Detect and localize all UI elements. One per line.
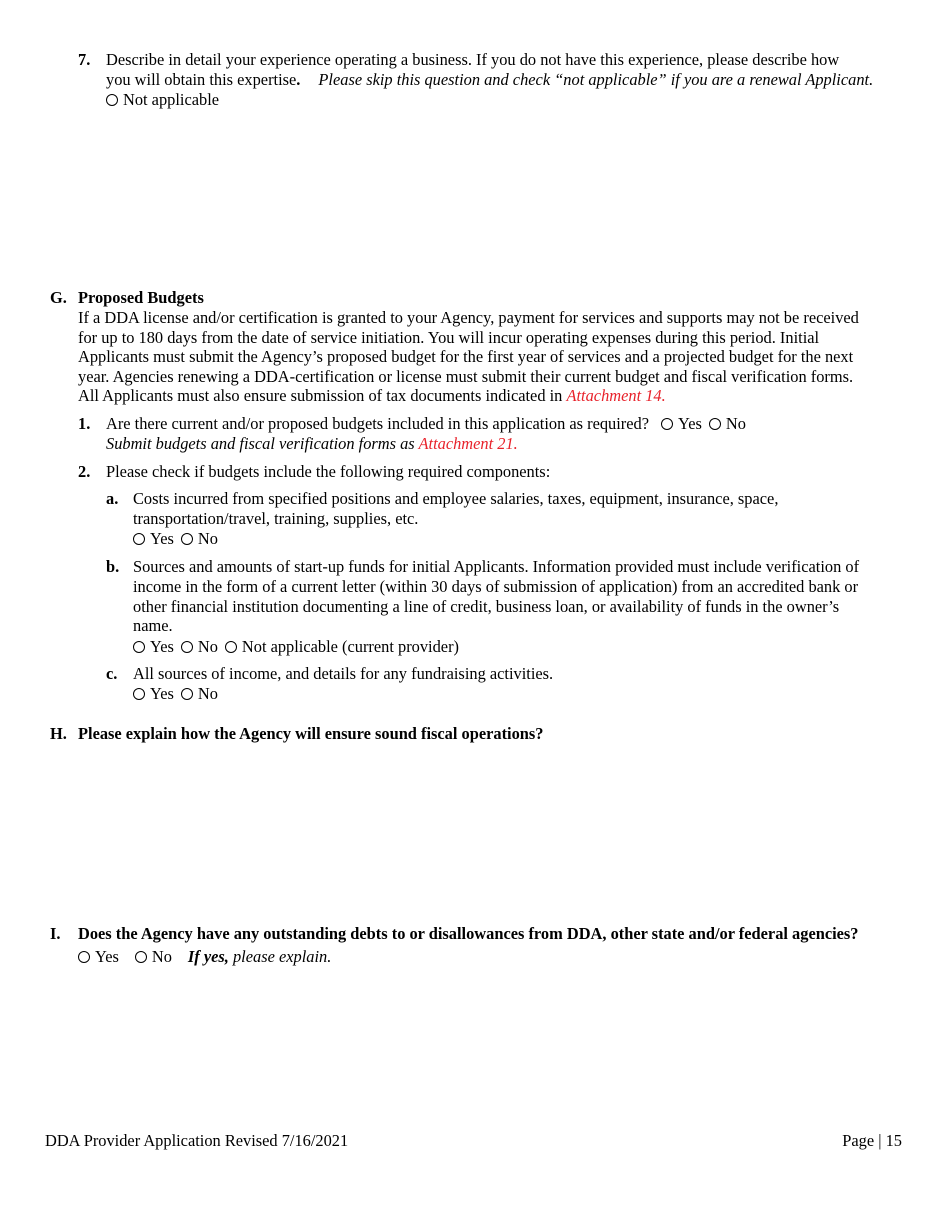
g-q2b-no-option[interactable]: [181, 637, 218, 657]
g-q2b-text-line: name.: [133, 616, 173, 635]
g-q2b-na-option[interactable]: [225, 637, 459, 657]
footer-page-number: Page | 15: [842, 1131, 902, 1150]
section-g-letter: G.: [50, 288, 67, 307]
g-q2b-text-line: other financial institution documenting a line of credit, business loan, or availability of funds in the owner’s: [133, 597, 840, 616]
g-q2-text: Please check if budgets include the following required components:: [106, 462, 551, 481]
g-q2b-yes-radio[interactable]: [133, 641, 145, 653]
g-q2a-yes-option[interactable]: [133, 529, 174, 549]
section-h-letter: H.: [50, 724, 67, 743]
g-q2c-letter: c.: [106, 664, 118, 683]
g-q2c-yes-option[interactable]: [133, 684, 174, 704]
section-i-letter: I.: [50, 924, 61, 943]
q7-answer-area[interactable]: [78, 115, 902, 280]
q7-text-b: you will obtain this expertise: [106, 70, 297, 89]
section-g-para-line: for up to 180 days from the date of service initiation. You will incur operating expenses during this period. Initial: [78, 328, 820, 347]
section-g-para-line: Applicants must submit the Agency’s proposed budget for the first year of services and a projected budget for the next: [78, 347, 854, 366]
g-q2b-na-label: Not applicable (current provider): [241, 637, 459, 656]
g-q2a-no-label: No: [197, 529, 218, 548]
section-h-answer-area[interactable]: [78, 750, 902, 915]
g-q2c-text: All sources of income, and details for any fundraising activities.: [133, 664, 554, 683]
g-q2c-no-label: No: [197, 684, 218, 703]
g-q2c-yes-radio[interactable]: [133, 688, 145, 700]
q7-instruction: Please skip this question and check “not applicable” if you are a renewal Applicant.: [318, 70, 874, 89]
g-q1-no-option[interactable]: [709, 414, 746, 434]
g-q1-yes-option[interactable]: [661, 414, 702, 434]
section-i-explain: please explain.: [232, 947, 332, 966]
section-i-yes-option[interactable]: [78, 947, 119, 967]
section-i-answer-area[interactable]: [78, 975, 902, 1115]
g-q2b-letter: b.: [106, 557, 120, 576]
g-q2c-yes-label: Yes: [150, 684, 174, 703]
q7-text-line2: [106, 70, 873, 90]
section-g-para-line: year. Agencies renewing a DDA-certification or license must submit their current budget and fiscal verification forms.: [78, 367, 854, 386]
section-i-yes-radio[interactable]: [78, 951, 90, 963]
g-q2a-text-line: Costs incurred from specified positions and employee salaries, taxes, equipment, insurance, space,: [133, 489, 779, 508]
g-q2c-options: [133, 684, 225, 704]
g-q1-submit-line: [106, 434, 518, 454]
g-q2b-na-radio[interactable]: [225, 641, 237, 653]
g-q2b-no-radio[interactable]: [181, 641, 193, 653]
g-q2a-letter: a.: [106, 489, 119, 508]
q7-text-line1: Describe in detail your experience operating a business. If you do not have this experience, please describe how: [106, 50, 840, 69]
g-q1-number: 1.: [78, 414, 91, 433]
g-q2b-text-line: income in the form of a current letter (within 30 days of submission of application) from an accredited bank or: [133, 577, 859, 596]
g-q2b-options: [133, 637, 466, 657]
g-q2-number: 2.: [78, 462, 91, 481]
q7-option-na[interactable]: [106, 90, 219, 110]
section-i-no-radio[interactable]: [135, 951, 147, 963]
section-i-no-option[interactable]: [135, 947, 172, 967]
section-h-question: Please explain how the Agency will ensure sound fiscal operations?: [78, 724, 544, 743]
section-i-question: Does the Agency have any outstanding debts to or disallowances from DDA, other state and/or federal agencies?: [78, 924, 859, 943]
section-i-yes-label: Yes: [95, 947, 119, 966]
g-q2a-text-line: transportation/travel, training, supplies, etc.: [133, 509, 419, 528]
section-g-title: Proposed Budgets: [78, 288, 204, 307]
g-q1-yes-radio[interactable]: [661, 418, 673, 430]
g-q2c-no-option[interactable]: [181, 684, 218, 704]
section-i-if-yes: If yes,: [187, 947, 229, 966]
g-q2b-text-line: Sources and amounts of start-up funds for initial Applicants. Information provided must include verification of: [133, 557, 860, 576]
g-q1-line: [106, 414, 753, 434]
section-g-para-last: [78, 386, 666, 406]
q7-text-dot: .: [296, 70, 301, 89]
footer-left: DDA Provider Application Revised 7/16/2021: [45, 1131, 349, 1150]
g-q2a-yes-radio[interactable]: [133, 533, 145, 545]
g-q1-text: Are there current and/or proposed budgets included in this application as required?: [106, 414, 649, 433]
g-q1-no-radio[interactable]: [709, 418, 721, 430]
g-q2b-yes-label: Yes: [150, 637, 174, 656]
g-q2c-no-radio[interactable]: [181, 688, 193, 700]
g-q1-submit-text: Submit budgets and fiscal verification forms as: [106, 434, 415, 453]
g-q1-no-label: No: [725, 414, 746, 433]
g-q2a-no-option[interactable]: [181, 529, 218, 549]
attachment-21-link[interactable]: Attachment 21.: [418, 434, 518, 453]
section-i-no-label: No: [151, 947, 172, 966]
section-g-para-line: If a DDA license and/or certification is granted to your Agency, payment for services and supports may not be received: [78, 308, 859, 327]
g-q2b-yes-option[interactable]: [133, 637, 174, 657]
section-i-options: [78, 947, 331, 967]
q7-na-radio[interactable]: [106, 94, 118, 106]
attachment-14-link[interactable]: Attachment 14.: [566, 386, 666, 405]
section-g-para-last-text: All Applicants must also ensure submission of tax documents indicated in: [78, 386, 563, 405]
g-q2b-no-label: No: [197, 637, 218, 656]
q7-na-label: Not applicable: [123, 90, 220, 109]
g-q2a-options: [133, 529, 225, 549]
g-q2a-no-radio[interactable]: [181, 533, 193, 545]
g-q2a-yes-label: Yes: [150, 529, 174, 548]
q7-number: 7.: [78, 50, 91, 69]
g-q1-yes-label: Yes: [678, 414, 702, 433]
